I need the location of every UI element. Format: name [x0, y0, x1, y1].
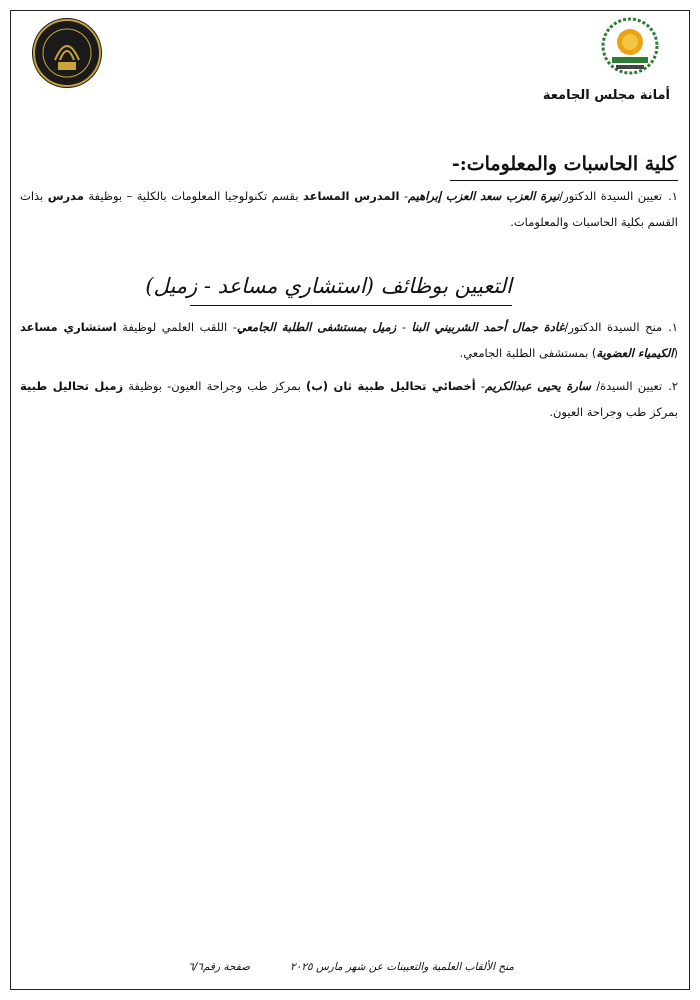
person-name: سارة يحيى عبدالكريم — [485, 379, 592, 393]
item-text: - — [396, 320, 412, 334]
appointments-heading: التعيين بوظائف (استشاري مساعد - زميل) — [190, 268, 512, 306]
item-number: ٢. — [668, 379, 679, 393]
item-text: بقسم تكنولوجيا المعلومات بالكلية – بوظيفة — [83, 189, 304, 203]
list-item — [20, 314, 678, 366]
new-job: زميل تحاليل طبية — [20, 379, 124, 393]
person-name: غادة جمال أحمد الشربيني البنا — [411, 320, 565, 334]
list-item — [20, 373, 678, 425]
item-text: بذات القسم بكلية الحاسبات والمعلومات. — [20, 189, 678, 229]
anniversary-seal-logo — [30, 16, 104, 90]
current-role: زميل بمستشفى الطلبة الجامعي — [236, 320, 397, 334]
item-number: ١. — [668, 320, 678, 334]
item-text: منح السيدة الدكتور/ — [564, 320, 663, 334]
current-role: أخصائي تحاليل طبية ثان (ب) — [305, 379, 476, 393]
item-text: ( — [673, 346, 678, 360]
mansoura-university-logo — [598, 16, 662, 80]
item-text: تعيين السيدة/ — [591, 379, 663, 393]
page-number: صفحة رقم٦/٦ — [188, 961, 250, 973]
item-text: تعيين السيدة الدكتور/ — [559, 189, 663, 203]
item-text: - — [399, 189, 408, 203]
new-job: مدرس — [47, 189, 84, 203]
item-text: - — [475, 379, 486, 393]
item-text: ) بمستشفى الطلبة الجامعي. — [459, 346, 597, 360]
item-text: بمركز طب وجراحة العيون. — [549, 405, 678, 419]
section-heading-computers-faculty: كلية الحاسبات والمعلومات:- — [450, 150, 678, 181]
current-role: المدرس المساعد — [303, 189, 400, 203]
specialty: الكيمياء العضوية — [596, 346, 674, 360]
item-text: بمركز طب وجراحة العيون- بوظيفة — [123, 379, 306, 393]
list-item — [20, 183, 678, 235]
person-name: نيرة العزب سعد العزب إبراهيم — [407, 189, 560, 203]
item-number: ١. — [668, 189, 678, 203]
footer-title: منح الألقاب العلمية والتعيينات عن شهر مارس ٢٠٢٥ — [290, 961, 514, 973]
item-text: - اللقب العلمي لوظيفة — [116, 320, 237, 334]
new-job: استشاري مساعد — [20, 320, 117, 334]
university-council-label: أمانة مجلس الجامعة — [542, 88, 670, 103]
